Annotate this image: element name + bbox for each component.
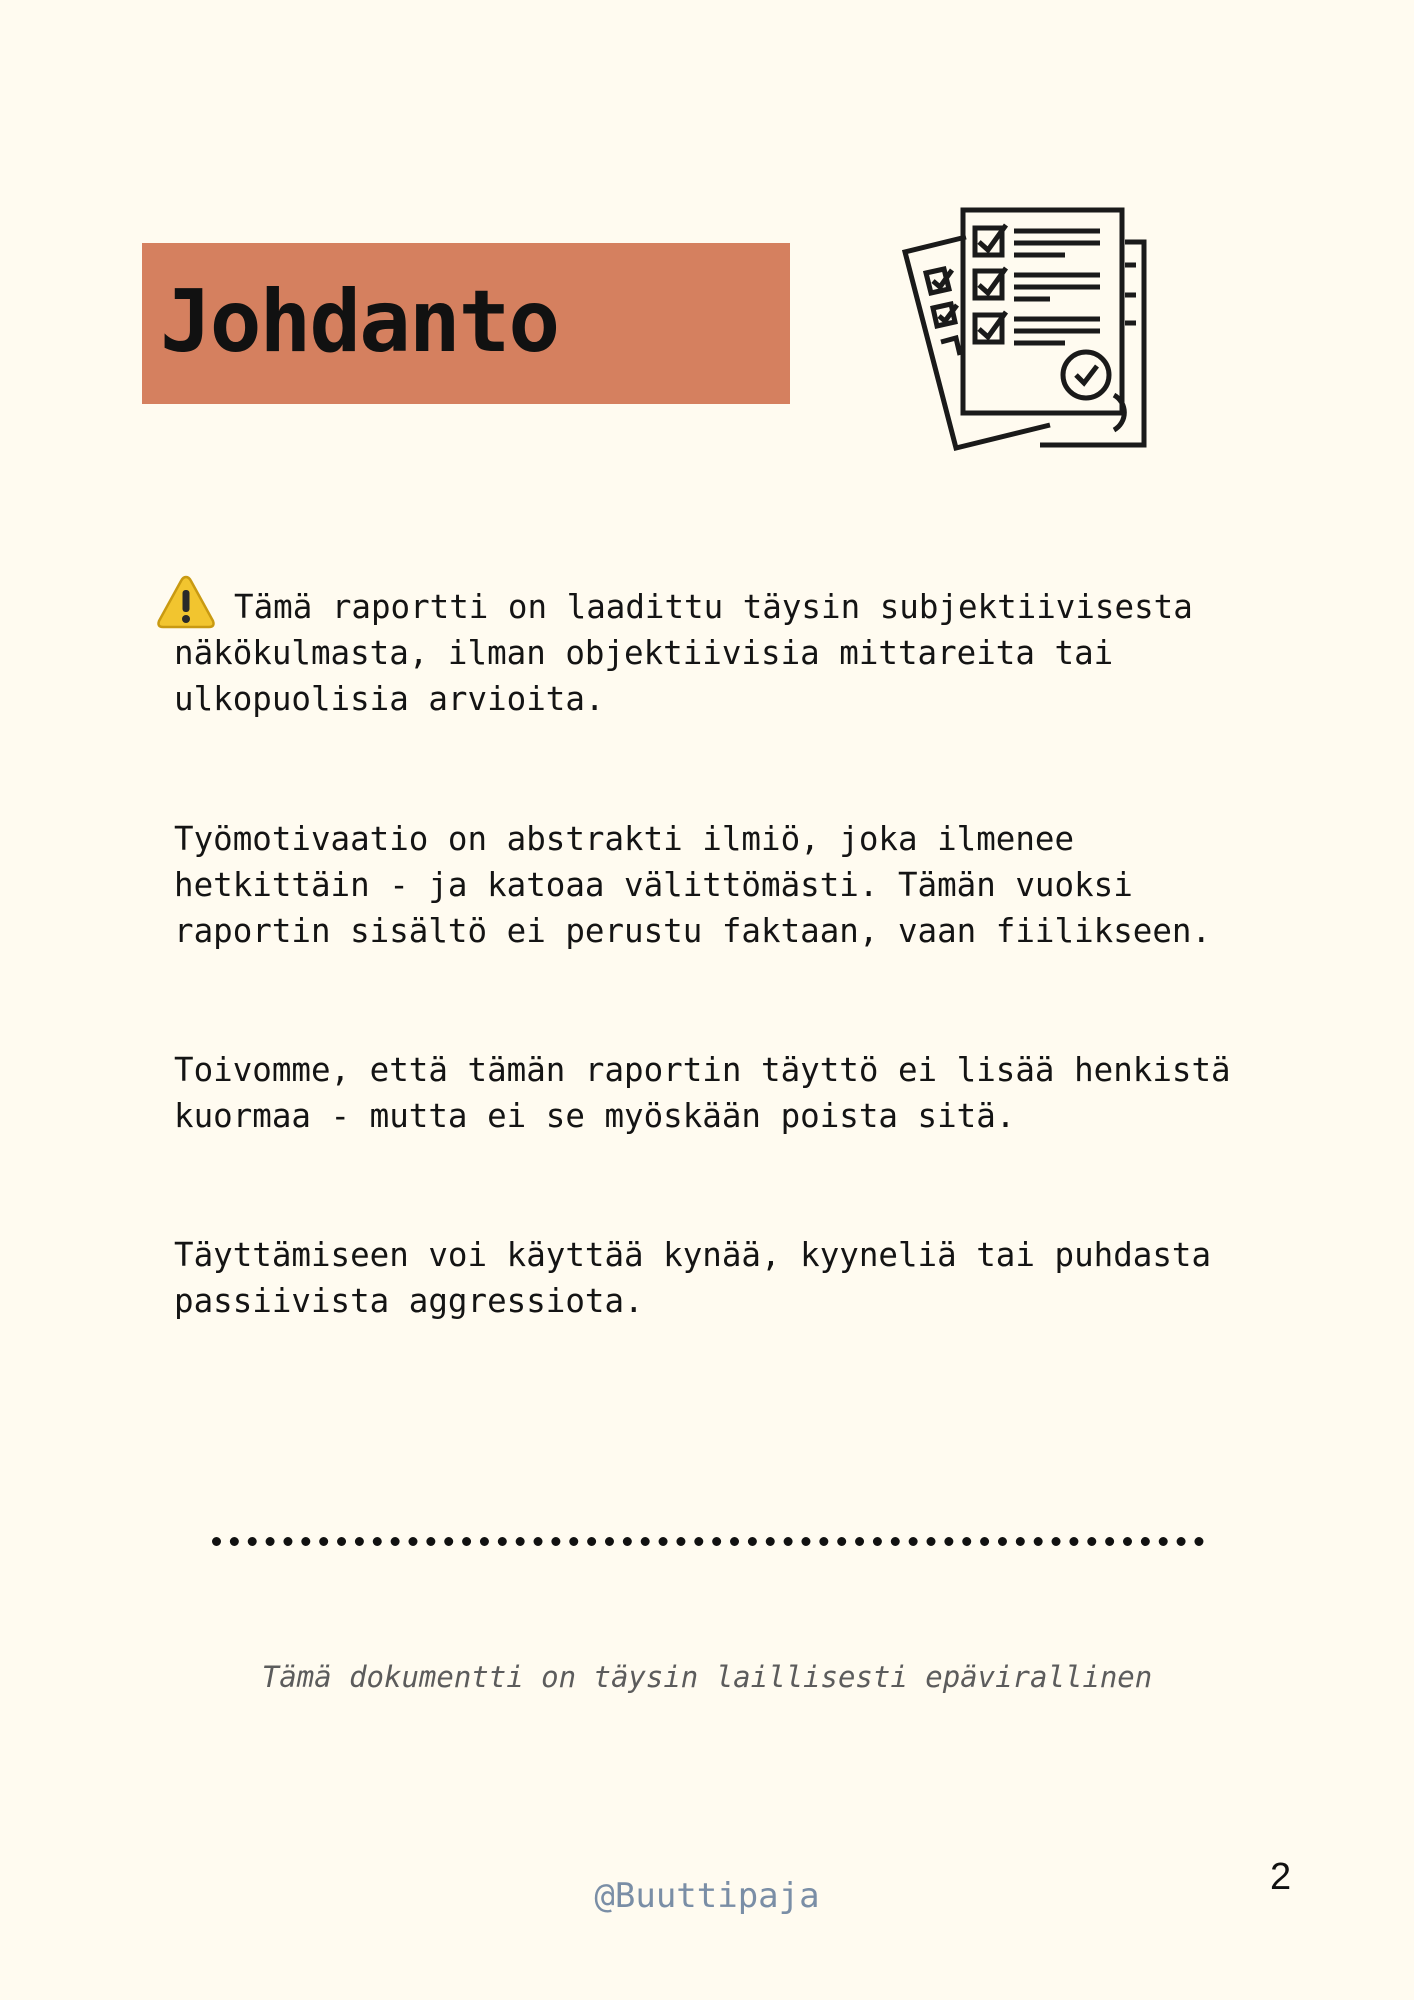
checklist-documents-icon [900, 205, 1155, 455]
dotted-divider [212, 1537, 1204, 1546]
page-title: Johdanto [160, 272, 559, 372]
paragraph-instructions: Täyttämiseen voi käyttää kynää, kyyneliä tai puhdasta passiivista aggressiota. [174, 1236, 1212, 1320]
paragraph-motivation: Työmotivaatio on abstrakti ilmiö, joka ilmenee hetkittäin - ja katoaa välittömästi. Tämän vuoksi raportin sisältö ei perustu faktaan, vaan fiilikseen. [174, 820, 1212, 950]
footer-disclaimer: Tämä dokumentti on täysin laillisesti epävirallinen [261, 1660, 1153, 1694]
paragraph-hope: Toivomme, että tämän raportin täyttö ei lisää henkistä kuormaa - mutta ei se myöskään poista sitä. [174, 1051, 1231, 1135]
author-handle: @Buuttipaja [594, 1876, 820, 1916]
title-banner [142, 243, 790, 404]
paragraph-1-text: Tämä raportti on laadittu täysin subjektiivisesta näkökulmasta, ilman objektiivisia mittareita tai ulkopuolisia arvioita. [174, 588, 1193, 718]
paragraph-disclaimer [174, 584, 1294, 722]
page-number: 2 [1270, 1856, 1292, 1898]
